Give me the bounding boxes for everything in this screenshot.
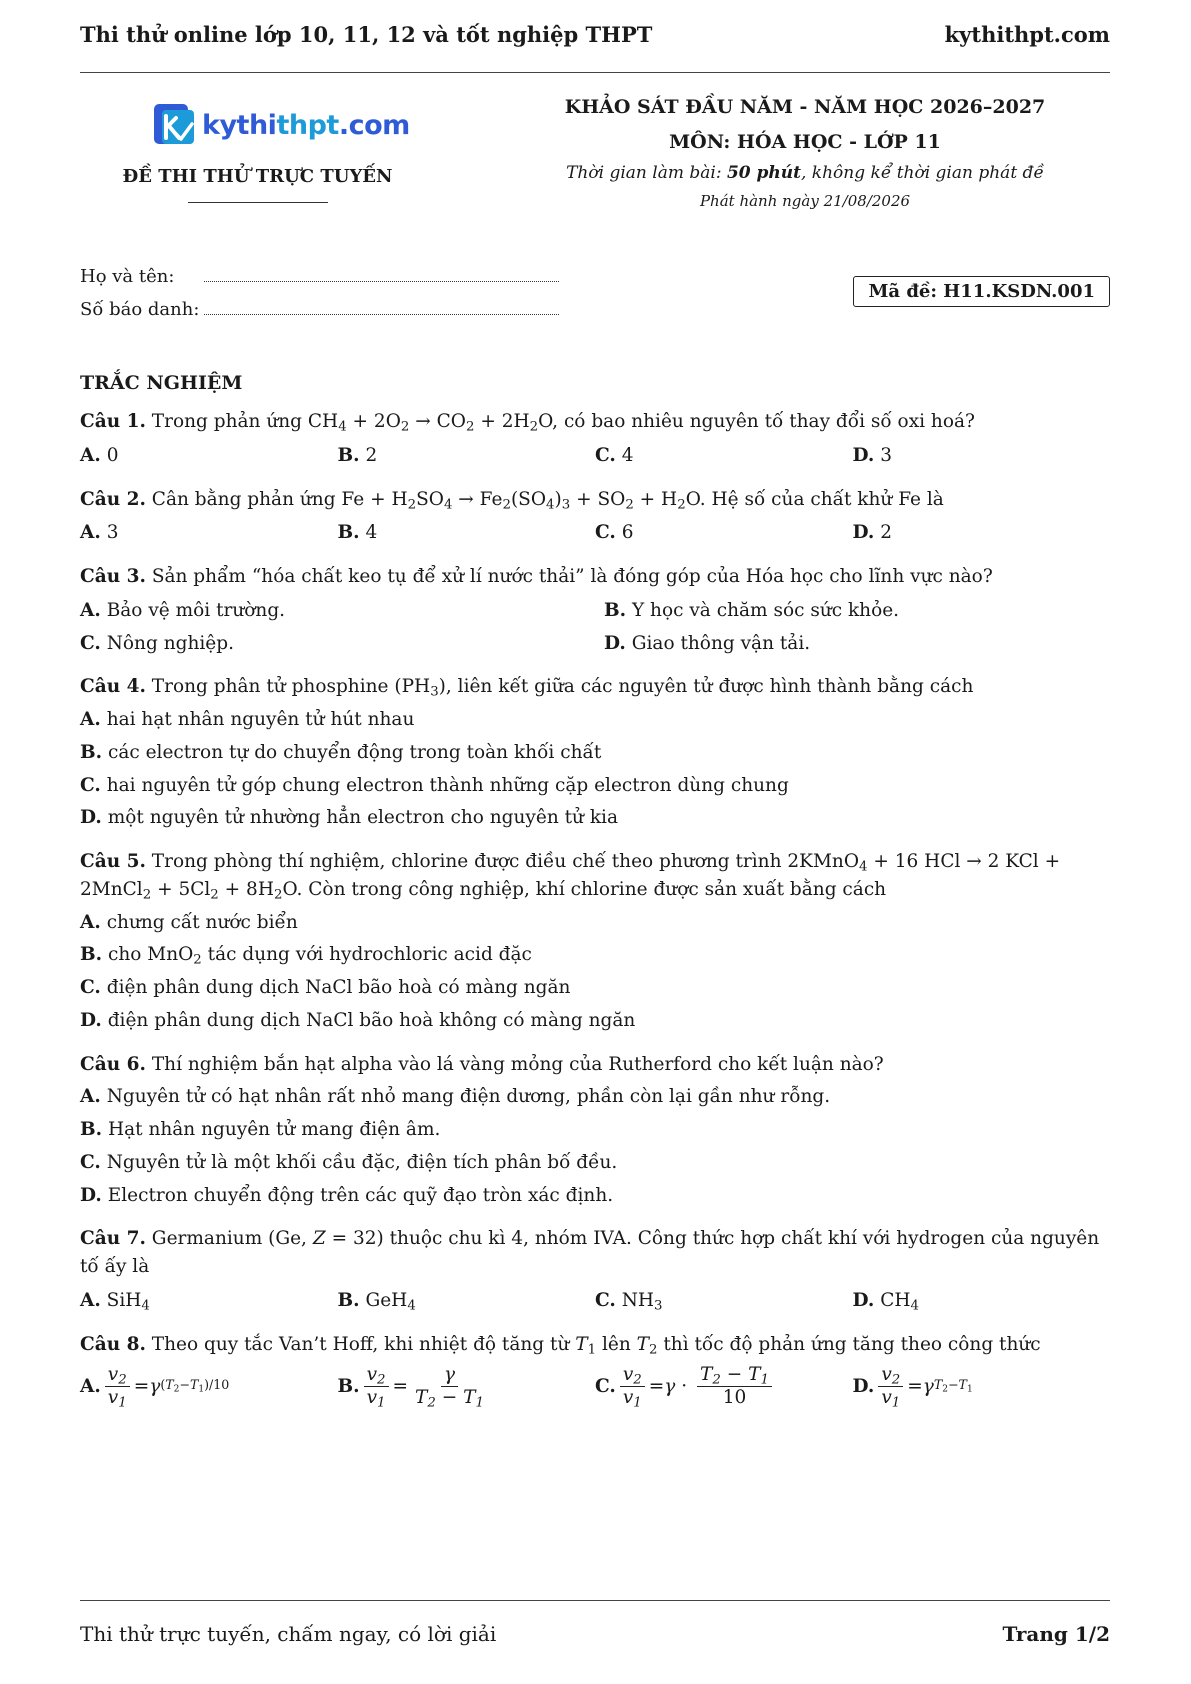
question-4: Câu 4. Trong phân tử phosphine $(PH_3)$, liên kết giữa các nguyên tử được hình thành bằng cách A. hai hạt nhân nguyên tử hút nhau B. các electron tự do chuyển động trong toàn khối chất C. hai nguyên tử góp chung electron thành những cặp electron dùng chung D. một nguyên tử nhường hẳn electron cho nguyên tử kia xyxy=(80,673,1110,832)
option-d[interactable]: D. điện phân dung dịch NaCl bão hoà không có màng ngăn xyxy=(80,1009,636,1031)
candidate-id-field[interactable] xyxy=(204,300,559,315)
question-list xyxy=(80,408,1110,1426)
exam-type-label: ĐỀ THI THỬ TRỰC TUYẾN xyxy=(122,166,393,187)
option-c[interactable]: C. hai nguyên tử góp chung electron thành những cặp electron dùng chung xyxy=(80,774,789,796)
option-d[interactable]: D. 3 xyxy=(852,444,892,466)
option-c[interactable]: C. Nông nghiệp. xyxy=(80,632,234,654)
option-d[interactable]: D. Giao thông vận tải. xyxy=(604,632,811,654)
site-logo[interactable] xyxy=(152,102,410,148)
option-d[interactable]: D. $CH_4$ xyxy=(852,1289,919,1314)
option-c[interactable]: C. điện phân dung dịch NaCl bão hoà có màng ngăn xyxy=(80,977,571,998)
exam-title: KHẢO SÁT ĐẦU NĂM - NĂM HỌC 2026–2027 xyxy=(564,96,1046,118)
option-b[interactable]: B. 4 xyxy=(337,522,378,544)
option-c[interactable]: C. 4 xyxy=(595,444,634,466)
logo-wordmark: kythithpt.com xyxy=(202,109,410,141)
candidate-info xyxy=(80,266,559,332)
question-8: Câu 8. Theo quy tắc Van’t Hoff, khi nhiệt độ tăng từ $T_1$ lên $T_2$ thì tốc độ phản ứng tăng theo công thức A. $\frac{v_2}{v_1}$ = γ $(T_2-T_1)/10$ B. $\frac{v_2}{v_1}$ = $\frac{\gamma}{T_2 - T_1}$ C. $\frac{v_2}{v_1}$ = γ · $\frac{T_2 - T_1}{10}$ D. $\frac{v_2}{v_1}$ = γ $T_2-T_1$ xyxy=(80,1331,1110,1410)
header-divider xyxy=(80,72,1110,73)
option-c[interactable]: C. $NH_3$ xyxy=(595,1289,663,1314)
page-header xyxy=(80,22,1110,47)
release-date: Phát hành ngày 21/08/2026 xyxy=(699,192,911,210)
option-b[interactable]: B. 2 xyxy=(337,444,378,466)
question-6: Câu 6. Thí nghiệm bắn hạt alpha vào lá vàng mỏng của Rutherford cho kết luận nào? A. Nguyên tử có hạt nhân rất nhỏ mang điện dương, phần còn lại gần như rỗng. B. Hạt nhân nguyên tử mang điện âm. C. Nguyên tử là một khối cầu đặc, điện tích phân bố đều. D. Electron chuyển động trên các quỹ đạo tròn xác định. xyxy=(80,1051,1110,1210)
footer-tagline: Thi thử trực tuyến, chấm ngay, có lời giải xyxy=(80,1622,497,1646)
header-site-link[interactable]: kythithpt.com xyxy=(944,22,1110,47)
question-1: Câu 1. Trong phản ứng $CH_4 + 2O_2 \to CO_2 + 2H_2O$, có bao nhiêu nguyên tố thay đổi số oxi hoá? A. 0 B. 2 C. 4 D. 3 xyxy=(80,408,1110,470)
option-a[interactable]: A. Nguyên tử có hạt nhân rất nhỏ mang điện dương, phần còn lại gần như rỗng. xyxy=(80,1086,831,1108)
option-b[interactable]: B. $\frac{v_2}{v_1}$ = $\frac{\gamma}{T_2 - T_1}$ xyxy=(337,1364,484,1412)
option-b[interactable]: B. cho MnO$_2$ tác dụng với hydrochloric acid đặc xyxy=(80,944,532,968)
option-a[interactable]: A. Bảo vệ môi trường. xyxy=(80,599,286,621)
option-a[interactable]: A. 3 xyxy=(80,522,119,544)
exam-code-box: Mã đề: H11.KSDN.001 xyxy=(853,276,1110,307)
question-5: Câu 5. Trong phòng thí nghiệm, chlorine được điều chế theo phương trình 2KMnO$_4$ + 16 HCl → 2 KCl + 2MnCl$_2$ + $5Cl_2 + 8H_2O$. Còn trong công nghiệp, khí chlorine được sản xuất bằng cách A. chưng cất nước biển B. cho MnO$_2$ tác dụng với hydrochloric acid đặc C. điện phân dung dịch NaCl bão hoà có màng ngăn D. điện phân dung dịch NaCl bão hoà không có màng ngăn xyxy=(80,848,1110,1035)
option-c[interactable]: C. 6 xyxy=(595,522,634,544)
option-d[interactable]: D. 2 xyxy=(852,522,892,544)
option-c[interactable]: C. $\frac{v_2}{v_1}$ = γ · $\frac{T_2 - T_1}{10}$ xyxy=(595,1364,853,1409)
exam-duration: Thời gian làm bài: 50 phút, không kể thời gian phát đề xyxy=(566,163,1044,183)
option-a[interactable]: A. 0 xyxy=(80,444,119,466)
option-d[interactable]: D. $\frac{v_2}{v_1}$ = γ $T_2-T_1$ xyxy=(852,1364,973,1412)
option-b[interactable]: B. các electron tự do chuyển động trong toàn khối chất xyxy=(80,741,602,763)
section-title: TRẮC NGHIỆM xyxy=(80,372,243,394)
option-d[interactable]: D. một nguyên tử nhường hẳn electron cho nguyên tử kia xyxy=(80,807,619,829)
option-a[interactable]: A. SiH$_4$ xyxy=(80,1289,150,1314)
question-2: Câu 2. Cân bằng phản ứng $Fe + H_2SO_4 \to Fe_2(SO_4)_3 + SO_2 + H_2O$. Hệ số của chất khử Fe là A. 3 B. 4 C. 6 D. 2 xyxy=(80,486,1110,548)
exam-subject: MÔN: HÓA HỌC - LỚP 11 xyxy=(669,131,941,153)
option-b[interactable]: B. Hạt nhân nguyên tử mang điện âm. xyxy=(80,1119,441,1140)
exam-page xyxy=(80,0,1110,1684)
question-7: Câu 7. Germanium (Ge, Z = 32) thuộc chu kì 4, nhóm IVA. Công thức hợp chất khí với hydrogen của nguyên tố ấy là A. SiH$_4$ B. GeH$_4$ C. $NH_3$ D. $CH_4$ xyxy=(80,1225,1110,1314)
header-left-text: Thi thử online lớp 10, 11, 12 và tốt nghiệp THPT xyxy=(80,22,653,47)
option-a[interactable]: A. hai hạt nhân nguyên tử hút nhau xyxy=(80,709,415,730)
page-number: Trang 1/2 xyxy=(1002,1622,1110,1646)
page-footer xyxy=(80,1622,1110,1646)
option-c[interactable]: C. Nguyên tử là một khối cầu đặc, điện tích phân bố đều. xyxy=(80,1151,618,1173)
name-field[interactable] xyxy=(204,267,559,282)
question-3: Câu 3. Sản phẩm “hóa chất keo tụ để xử lí nước thải” là đóng góp của Hóa học cho lĩnh vực nào? A. Bảo vệ môi trường. B. Y học và chăm sóc sức khỏe. C. Nông nghiệp. D. Giao thông vận tải. xyxy=(80,563,1110,657)
option-a[interactable]: A. chưng cất nước biển xyxy=(80,911,298,933)
subtitle-underline xyxy=(188,202,328,203)
option-a[interactable]: A. $\frac{v_2}{v_1}$ = γ $(T_2-T_1)/10$ xyxy=(80,1364,230,1412)
option-b[interactable]: B. GeH$_4$ xyxy=(337,1289,416,1314)
option-d[interactable]: D. Electron chuyển động trên các quỹ đạo tròn xác định. xyxy=(80,1184,614,1206)
logo-icon xyxy=(152,102,198,148)
name-label: Họ và tên: xyxy=(80,266,175,287)
footer-divider xyxy=(80,1600,1110,1601)
option-b[interactable]: B. Y học và chăm sóc sức khỏe. xyxy=(604,599,900,621)
candidate-id-label: Số báo danh: xyxy=(80,299,200,320)
exam-heading xyxy=(500,96,1110,210)
